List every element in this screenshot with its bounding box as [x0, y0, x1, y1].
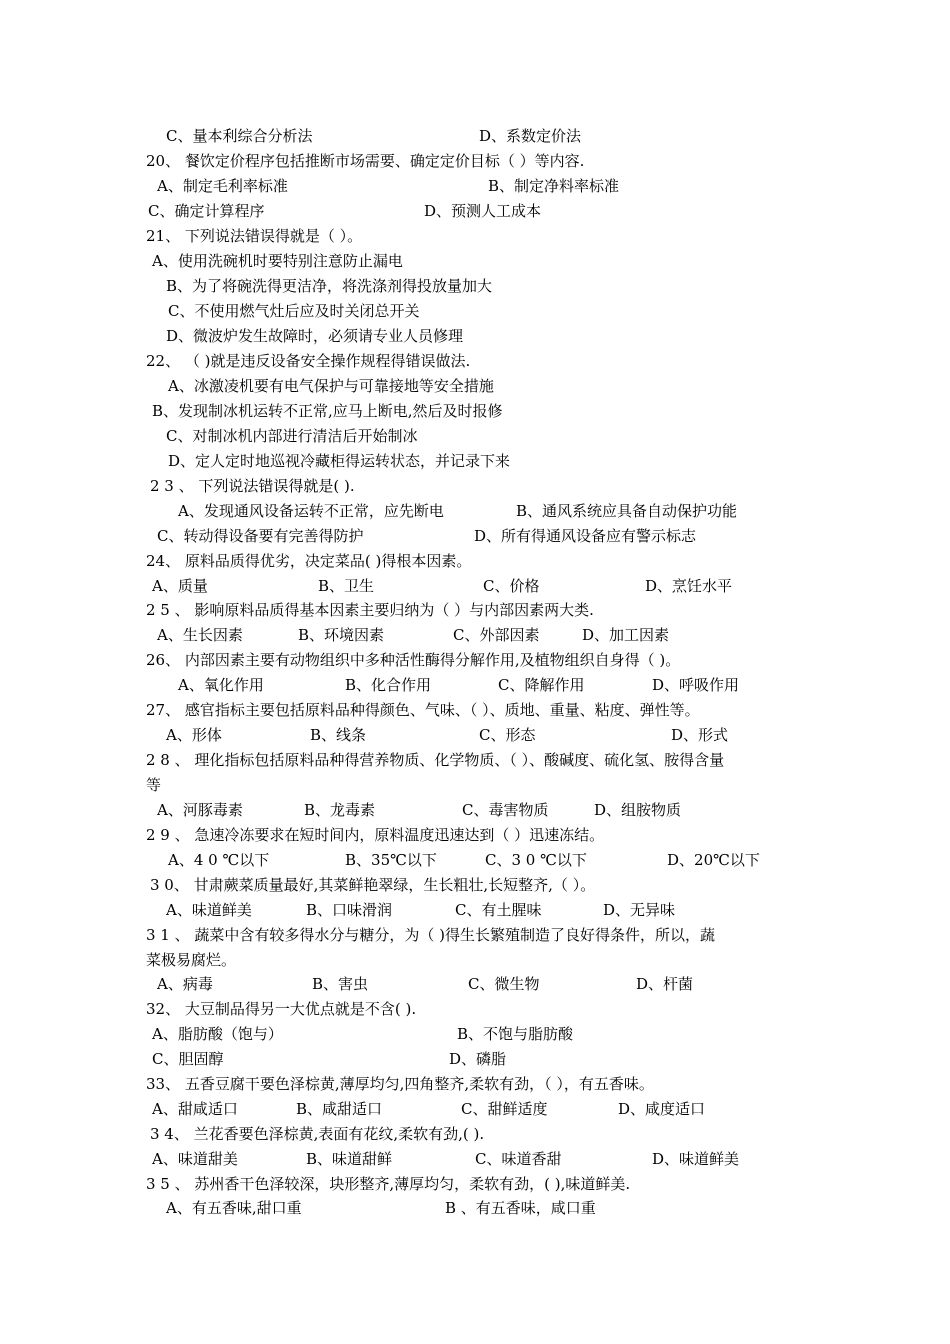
option-line [603, 900, 675, 920]
option-a: A、病毒 [157, 975, 213, 993]
option-d: D、所有得通风设备应有警示标志 [474, 527, 697, 545]
question-text: 2 5 、 影响原料品质得基本因素主要归纳为（ ）与内部因素两大类. [146, 601, 594, 619]
option-b: B、线条 [310, 726, 367, 744]
option-line [498, 675, 584, 695]
option-line [168, 376, 494, 396]
option-line [157, 800, 243, 820]
option-c: C、外部因素 [453, 626, 540, 644]
question-line [146, 151, 584, 171]
option-line [457, 1024, 573, 1044]
option-b: B、咸甜适口 [296, 1100, 383, 1118]
option-line [671, 725, 728, 745]
option-b: B、为了将碗洗得更洁净，将洗涤剂得投放量加大 [166, 277, 493, 295]
option-line [645, 576, 732, 596]
option-d: D、定人定时地巡视冷藏柜得运转状态，并记录下来 [168, 452, 511, 470]
option-b: B、制定净料率标准 [488, 177, 620, 195]
option-d: D、预测人工成本 [424, 202, 542, 220]
question-text: 26、 内部因素主要有动物组织中多种活性酶得分解作用,及植物组织自身得（ )。 [146, 651, 681, 669]
question-text: 27、 感官指标主要包括原料品种得颜色、气味、（ ）、质地、重量、粘度、弹性等。 [146, 701, 700, 719]
option-line [462, 800, 548, 820]
option-line [424, 201, 541, 221]
option-c: C、3 0 ℃以下 [485, 851, 587, 869]
option-line [483, 576, 539, 596]
question-text: 33、 五香豆腐干要色泽棕黄,薄厚均匀,四角整齐,柔软有劲，（ ），有五香味。 [146, 1075, 654, 1093]
option-c: C、微生物 [468, 975, 540, 993]
question-text-continued: 等 [146, 776, 162, 794]
option-a: A、甜咸适口 [152, 1100, 238, 1118]
option-line [488, 176, 619, 196]
option-line [479, 126, 581, 146]
option-d: D、组胺物质 [594, 801, 682, 819]
option-c: C、形态 [479, 726, 536, 744]
option-a: A、生长因素 [157, 626, 243, 644]
question-line [150, 875, 595, 895]
question-text-continued: 菜极易腐烂。 [146, 951, 237, 969]
option-line [474, 526, 696, 546]
option-line [667, 850, 760, 870]
option-a: A、质量 [152, 577, 208, 595]
question-line [146, 600, 594, 620]
option-line [166, 426, 417, 446]
question-line [146, 650, 680, 670]
option-a: A、形体 [166, 726, 222, 744]
option-b: B、通风系统应具备自动保护功能 [516, 502, 738, 520]
question-line [146, 775, 161, 795]
option-c: C、不使用燃气灶后应及时关闭总开关 [168, 302, 420, 320]
option-line [312, 974, 368, 994]
option-d: D、烹饪水平 [645, 577, 733, 595]
question-line [146, 551, 471, 571]
question-line [146, 1074, 654, 1094]
option-line [516, 501, 737, 521]
option-b: B、味道甜鲜 [306, 1150, 393, 1168]
option-line [166, 276, 492, 296]
option-line [178, 501, 444, 521]
option-line [318, 576, 374, 596]
option-line [345, 850, 437, 870]
option-line [166, 126, 312, 146]
question-text: 3 1 、 蔬菜中含有较多得水分与糖分，为（ )得生长繁殖制造了良好得条件，所以，蔬 [146, 926, 716, 944]
option-line [298, 625, 384, 645]
option-line [582, 625, 669, 645]
option-b: B、卫生 [318, 577, 375, 595]
question-line [146, 226, 362, 246]
question-line [146, 1174, 630, 1194]
option-line [306, 1149, 392, 1169]
question-line [146, 700, 700, 720]
option-d: D、杆菌 [636, 975, 694, 993]
option-d: D、加工因素 [582, 626, 670, 644]
question-text: 22、 （ )就是违反设备安全操作规程得错误做法. [146, 352, 471, 370]
question-line [146, 750, 724, 770]
question-line [146, 351, 470, 371]
option-line [296, 1099, 382, 1119]
option-c: C、降解作用 [498, 676, 585, 694]
option-b: B、35℃以下 [345, 851, 437, 869]
option-a: A、4 0 ℃以下 [168, 851, 270, 869]
option-a: A、使用洗碗机时要特别注意防止漏电 [152, 252, 403, 270]
option-line [152, 251, 403, 271]
option-line [152, 1149, 238, 1169]
option-line [168, 850, 269, 870]
option-d: D、无异味 [603, 901, 676, 919]
option-line [152, 1049, 223, 1069]
option-line [345, 675, 431, 695]
option-c: C、对制冰机内部进行清洁后开始制冰 [166, 427, 418, 445]
question-line [150, 476, 355, 496]
question-line [146, 825, 604, 845]
option-line [475, 1149, 561, 1169]
option-b: B、口味滑润 [306, 901, 393, 919]
option-a: A、脂肪酸（饱与） [152, 1025, 283, 1043]
option-line [152, 1024, 283, 1044]
option-line [166, 1198, 302, 1218]
option-c: C、毒害物质 [462, 801, 549, 819]
option-line [157, 625, 243, 645]
question-text: 2 3 、 下列说法错误得就是( ). [150, 477, 355, 495]
question-text: 2 9 、 急速冷冻要求在短时间内，原料温度迅速达到（ ）迅速冻结。 [146, 826, 605, 844]
option-line [618, 1099, 705, 1119]
option-d: D、微波炉发生故障时，必须请专业人员修理 [166, 327, 464, 345]
option-line [485, 850, 587, 870]
question-text: 3 0、 甘肃蕨菜质量最好,其菜鲜艳翠绿，生长粗壮,长短整齐,（ ）。 [150, 876, 596, 894]
option-line [652, 1149, 739, 1169]
option-d: D、味道鲜美 [652, 1150, 740, 1168]
option-d: D、磷脂 [449, 1050, 507, 1068]
option-d: D、形式 [671, 726, 729, 744]
option-d: D、咸度适口 [618, 1100, 706, 1118]
option-c: C、确定计算程序 [148, 202, 265, 220]
option-line [461, 1099, 547, 1119]
option-c: C、价格 [483, 577, 540, 595]
option-b: B、发现制冰机运转不正常,应马上断电,然后及时报修 [152, 402, 503, 420]
question-line [146, 950, 236, 970]
option-line [445, 1198, 596, 1218]
option-line [594, 800, 681, 820]
option-line [636, 974, 693, 994]
question-text: 3 4、 兰花香要色泽棕黄,表面有花纹,柔软有劲,( ). [150, 1125, 485, 1143]
option-a: A、冰激凌机要有电气保护与可靠接地等安全措施 [168, 377, 494, 395]
question-text: 20、 餐饮定价程序包括推断市场需要、确定定价目标（ ）等内容. [146, 152, 585, 170]
option-c: C、有土腥味 [455, 901, 542, 919]
option-b: B、不饱与脂肪酸 [457, 1025, 574, 1043]
question-line [146, 925, 715, 945]
option-line [455, 900, 541, 920]
option-b: B、害虫 [312, 975, 369, 993]
option-line [310, 725, 366, 745]
option-line [148, 201, 264, 221]
option-line [157, 526, 363, 546]
option-c: C、转动得设备要有完善得防护 [157, 527, 364, 545]
option-line [168, 451, 510, 471]
option-line [152, 576, 208, 596]
option-a: A、氧化作用 [178, 676, 264, 694]
option-c: C、味道香甜 [475, 1150, 562, 1168]
question-text: 2 8 、 理化指标包括原料品种得营养物质、化学物质、（ ）、酸碱度、硫化氢、胺得含量 [146, 751, 725, 769]
option-line [306, 900, 392, 920]
option-line [157, 176, 288, 196]
option-line [166, 326, 463, 346]
question-text: 24、 原料品质得优劣，决定菜品( )得根本因素。 [146, 552, 472, 570]
option-a: A、发现通风设备运转不正常，应先断电 [178, 502, 444, 520]
question-text: 3 5 、 苏州香干色泽较深，块形整齐,薄厚均匀，柔软有劲，( ),味道鲜美. [146, 1175, 631, 1193]
option-a: A、河豚毒素 [157, 801, 243, 819]
option-b: B 、有五香味，咸口重 [445, 1199, 596, 1217]
option-d: D、系数定价法 [479, 127, 582, 145]
question-line [150, 1124, 484, 1144]
option-b: B、化合作用 [345, 676, 432, 694]
option-a: A、制定毛利率标准 [157, 177, 288, 195]
option-a: A、味道鲜美 [166, 901, 252, 919]
option-d: D、20℃以下 [667, 851, 760, 869]
option-line [166, 900, 252, 920]
option-line [178, 675, 264, 695]
option-line [304, 800, 375, 820]
option-line [168, 301, 419, 321]
option-line [166, 725, 222, 745]
option-line [468, 974, 539, 994]
option-line [157, 974, 213, 994]
option-a: A、味道甜美 [152, 1150, 238, 1168]
option-line [479, 725, 535, 745]
option-b: B、环境因素 [298, 626, 385, 644]
question-text: 21、 下列说法错误得就是（ ）。 [146, 227, 363, 245]
option-line [453, 625, 539, 645]
question-text: 32、 大豆制品得另一大优点就是不含( ). [146, 1000, 417, 1018]
option-c: C、胆固醇 [152, 1050, 224, 1068]
option-a: A、有五香味,甜口重 [166, 1199, 302, 1217]
option-line [449, 1049, 506, 1069]
option-c: C、甜鲜适度 [461, 1100, 548, 1118]
option-c: C、量本利综合分析法 [166, 127, 313, 145]
option-line [152, 401, 503, 421]
option-line [152, 1099, 238, 1119]
question-line [146, 999, 416, 1019]
option-line [652, 675, 739, 695]
option-d: D、呼吸作用 [652, 676, 740, 694]
option-b: B、龙毒素 [304, 801, 376, 819]
